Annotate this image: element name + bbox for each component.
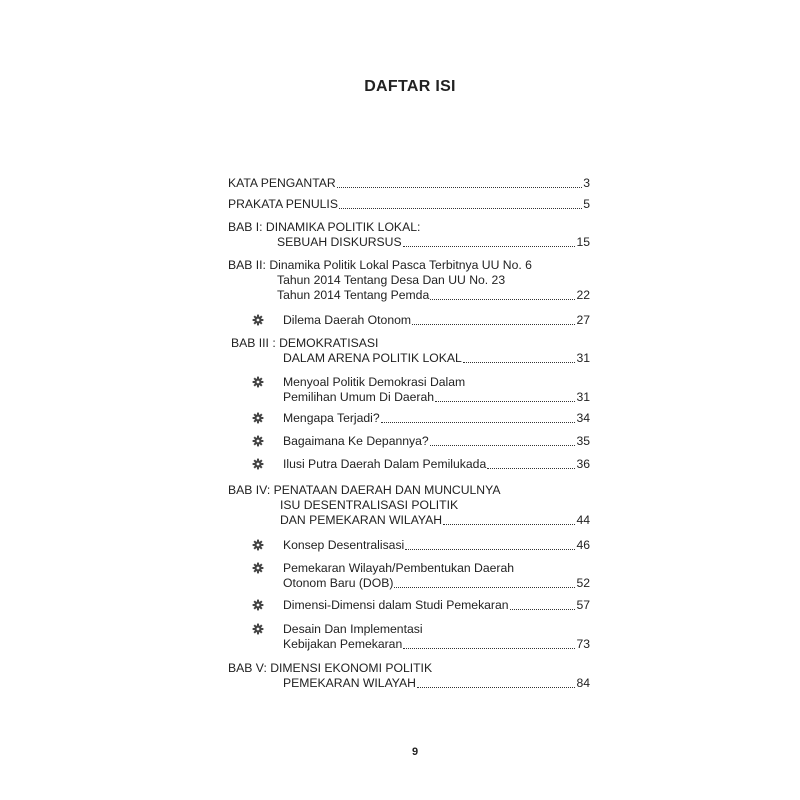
dot-leader <box>412 323 575 325</box>
toc-entry-text: DALAM ARENA POLITIK LOKAL <box>283 351 462 365</box>
page-title: DAFTAR ISI <box>364 78 456 95</box>
toc-entry <box>228 457 590 472</box>
toc-entry-line <box>228 375 590 390</box>
toc-entry <box>228 411 590 426</box>
toc-entry-text: BAB IV: PENATAAN DAERAH DAN MUNCULNYA <box>228 483 501 497</box>
toc-entry-line <box>228 483 590 498</box>
dot-leader <box>435 400 575 402</box>
dot-leader <box>443 523 575 525</box>
toc-page-number: 84 <box>576 676 590 690</box>
toc-entry-text: DAN PEMEKARAN WILAYAH <box>280 513 443 527</box>
toc-entry-text: PRAKATA PENULIS <box>228 197 338 211</box>
toc-entry-text: Konsep Desentralisasi <box>283 538 405 552</box>
toc-page-number: 15 <box>576 235 590 249</box>
toc-entry-text: BAB V: DIMENSI EKONOMI POLITIK <box>228 661 433 675</box>
toc-page-number: 22 <box>576 288 590 302</box>
toc-entry-line <box>228 235 590 250</box>
toc-entry-text: ISU DESENTRALISASI POLITIK <box>280 498 459 512</box>
toc-entry <box>228 561 590 591</box>
toc-entry-line <box>228 498 590 513</box>
toc-entry-line <box>228 336 590 351</box>
toc-entry-text: Tahun 2014 Tentang Desa Dan UU No. 23 <box>277 273 506 287</box>
toc-entry <box>228 176 590 191</box>
dot-leader <box>339 207 582 209</box>
dot-leader <box>487 467 575 469</box>
toc-entry-line <box>228 622 590 637</box>
toc-page-number: 31 <box>576 351 590 365</box>
toc-page-number: 31 <box>576 390 590 404</box>
toc-entry-text: SEBUAH DISKURSUS <box>277 235 402 249</box>
toc-entry <box>228 197 590 212</box>
dot-leader <box>430 444 576 446</box>
toc-entry-text: BAB I: DINAMIKA POLITIK LOKAL: <box>228 220 421 234</box>
toc-entry-text: Tahun 2014 Tentang Pemda <box>277 288 430 302</box>
toc-entry <box>228 538 590 553</box>
toc-page-number: 27 <box>576 313 590 327</box>
dot-leader <box>337 186 583 188</box>
page-number: 9 <box>411 746 419 758</box>
toc-page-number: 46 <box>576 538 590 552</box>
toc-page-number: 35 <box>576 434 590 448</box>
toc-entry-text: Pemekaran Wilayah/Pembentukan Daerah <box>283 561 515 575</box>
toc-entry-text: Desain Dan Implementasi <box>283 622 423 636</box>
toc-entry <box>228 434 590 449</box>
toc-entry-text: Menyoal Politik Demokrasi Dalam <box>283 375 466 389</box>
dot-leader <box>394 586 575 588</box>
dot-leader <box>405 548 575 550</box>
toc-entry <box>228 375 590 405</box>
dot-leader <box>403 647 575 649</box>
toc-entry-text: Dimensi-Dimensi dalam Studi Pemekaran <box>283 598 509 612</box>
toc-entry-line <box>228 576 590 591</box>
toc-entry-line <box>228 258 590 273</box>
toc-entry-line <box>228 351 590 366</box>
toc-entry-line <box>228 411 590 426</box>
toc-entry-text: PEMEKARAN WILAYAH <box>283 676 416 690</box>
dot-leader <box>510 608 576 610</box>
dot-leader <box>403 245 576 247</box>
toc-entry-line <box>228 176 590 191</box>
toc-entry <box>228 483 590 528</box>
toc-page-number: 52 <box>576 576 590 590</box>
toc-entry-line <box>228 676 590 691</box>
toc-entry-line <box>228 538 590 553</box>
toc-entry-text: KATA PENGANTAR <box>228 176 336 190</box>
toc-entry-line <box>228 197 590 212</box>
toc-entry-text: Dilema Daerah Otonom <box>283 313 412 327</box>
dot-leader <box>381 421 576 423</box>
toc-entry-text: Otonom Baru (DOB) <box>283 576 394 590</box>
toc-entry-line <box>228 220 590 235</box>
toc-entry-line <box>228 561 590 576</box>
toc-page-number: 3 <box>583 176 590 190</box>
toc-entry-text: BAB III : DEMOKRATISASI <box>231 336 379 350</box>
toc-entry-text: Pemilihan Umum Di Daerah <box>283 390 435 404</box>
toc-entry <box>228 661 590 691</box>
toc-entry-line <box>228 273 590 288</box>
toc-entry-line <box>228 513 590 528</box>
toc-entry-line <box>228 434 590 449</box>
toc-entry-line <box>228 457 590 472</box>
toc-entry <box>228 258 590 303</box>
dot-leader <box>430 298 575 300</box>
toc-entry-line <box>228 390 590 405</box>
toc-entry-line <box>228 313 590 328</box>
toc-page-number: 57 <box>576 598 590 612</box>
toc-entry-line <box>228 637 590 652</box>
dot-leader <box>417 686 575 688</box>
toc-entry-line <box>228 661 590 676</box>
toc-entry-line <box>228 598 590 613</box>
toc-page-number: 73 <box>576 637 590 651</box>
toc-entry-text: Ilusi Putra Daerah Dalam Pemilukada <box>283 457 487 471</box>
toc-entry-line <box>228 288 590 303</box>
dot-leader <box>463 361 576 363</box>
toc-entry <box>228 220 590 250</box>
toc-entry-text: Mengapa Terjadi? <box>283 411 380 425</box>
toc-page-number: 44 <box>576 513 590 527</box>
toc-entry-text: Kebijakan Pemekaran <box>283 637 403 651</box>
toc-entry <box>228 313 590 328</box>
toc-entry-text: Bagaimana Ke Depannya? <box>283 434 429 448</box>
toc-entry <box>228 622 590 652</box>
toc-entry <box>228 336 590 366</box>
toc-page-number: 34 <box>576 411 590 425</box>
toc-page-number: 36 <box>576 457 590 471</box>
toc-entry-text: BAB II: Dinamika Politik Lokal Pasca Terbitnya UU No. 6 <box>228 258 532 272</box>
toc-entry <box>228 598 590 613</box>
toc-page-number: 5 <box>583 197 590 211</box>
